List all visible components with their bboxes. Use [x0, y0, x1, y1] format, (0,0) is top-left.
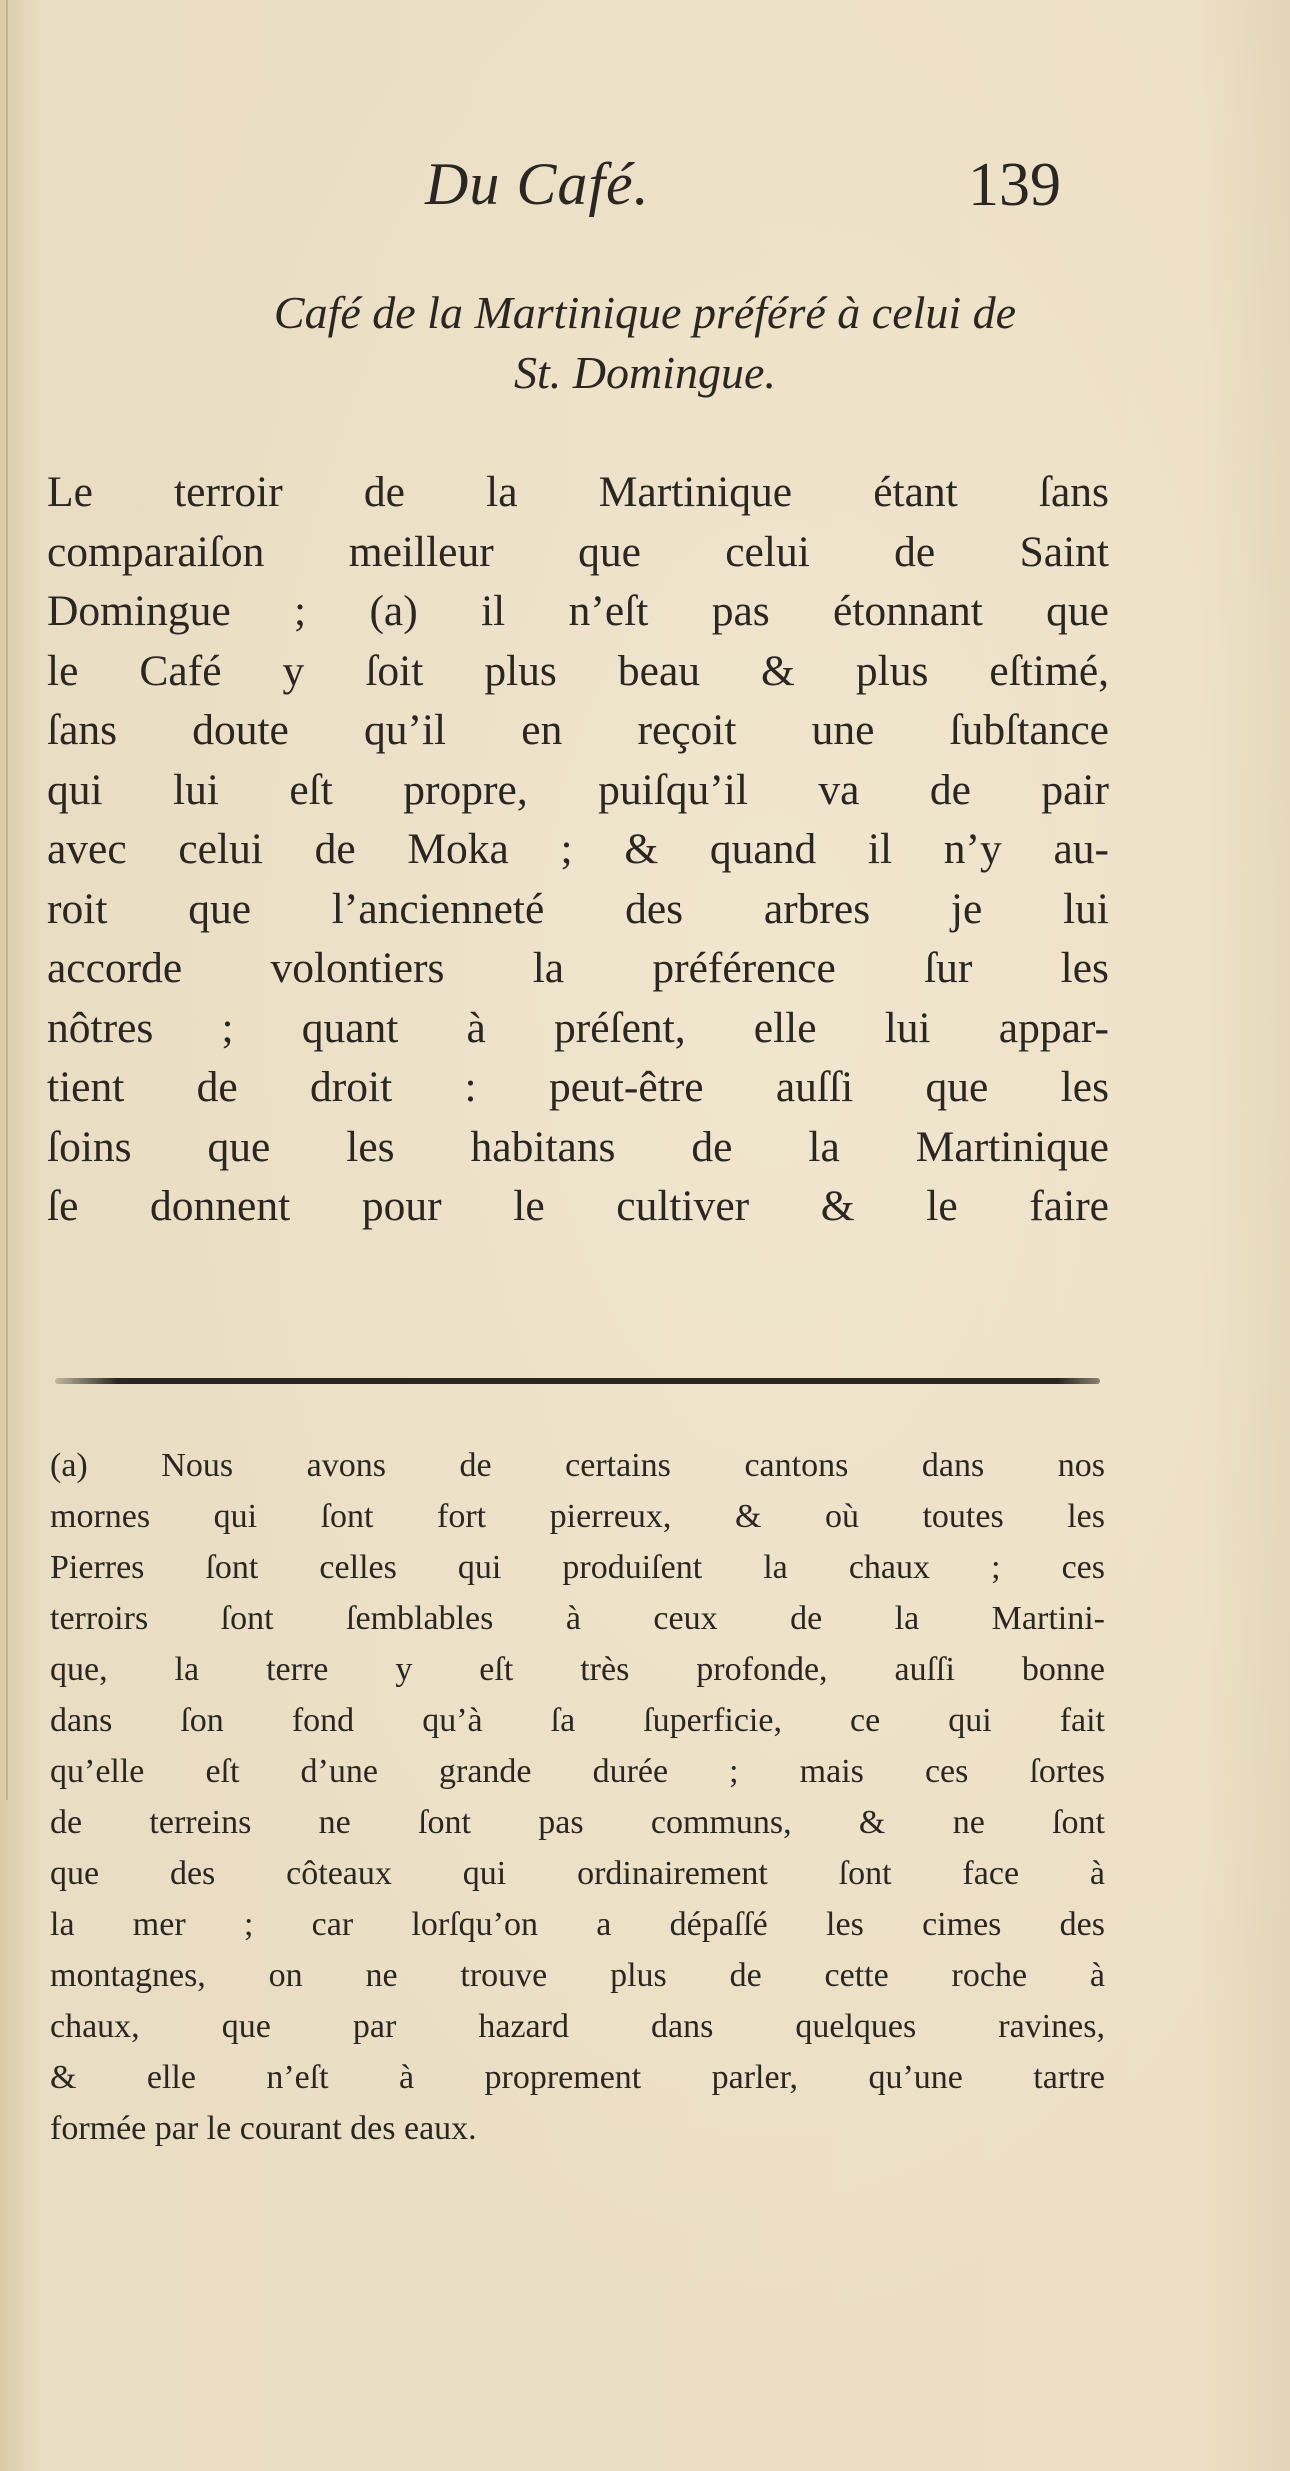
body-line: qui lui eſt propre, puiſqu’il va de pair	[47, 765, 1109, 814]
footnote-line: que, la terre y eſt très profonde, auſſi bonne	[50, 1651, 1105, 1688]
gutter-edge	[6, 0, 8, 1800]
body-line: le Café y ſoit plus beau & plus eſtimé,	[47, 646, 1109, 695]
footnote-line: chaux, que par hazard dans quelques ravines,	[50, 2008, 1105, 2045]
footnote-divider	[55, 1378, 1100, 1384]
body-line: ſans doute qu’il en reçoit une ſubſtance	[47, 706, 1109, 754]
section-heading-line: St. Domingue.	[514, 347, 776, 398]
footnote-line: la mer ; car lorſqu’on a dépaſſé les cimes des	[50, 1906, 1105, 1943]
footnote-line: Pierres ſont celles qui produiſent la chaux ; ces	[50, 1549, 1105, 1586]
footnote-line: qu’elle eſt d’une grande durée ; mais ces ſortes	[50, 1753, 1105, 1790]
body-line: Domingue ; (a) il n’eſt pas étonnant que	[47, 587, 1109, 635]
footnote	[50, 1440, 1105, 2154]
body-line: accorde volontiers la préférence ſur les	[47, 944, 1109, 992]
footnote-line: montagnes, on ne trouve plus de cette roche à	[50, 1957, 1105, 1994]
footnote-line: (a) Nous avons de certains cantons dans nos	[50, 1447, 1105, 1484]
body-paragraph	[47, 463, 1109, 1237]
footnote-line: de terreins ne ſont pas communs, & ne ſont	[50, 1804, 1105, 1841]
section-heading-line: Café de la Martinique préféré à celui de	[273, 287, 1017, 338]
footnote-line: terroirs ſont ſemblables à ceux de la Martini-	[50, 1600, 1105, 1637]
section-heading	[0, 283, 1290, 403]
footnote-line: formée par le courant des eaux.	[50, 2110, 477, 2147]
body-line: Le terroir de la Martinique étant ſans	[47, 468, 1109, 516]
body-line: comparaiſon meilleur que celui de Saint	[47, 527, 1109, 576]
body-line: ſe donnent pour le cultiver & le faire	[47, 1182, 1109, 1230]
page-number: 139	[968, 151, 1061, 219]
footnote-line: & elle n’eſt à proprement parler, qu’une tartre	[50, 2059, 1105, 2096]
body-line: nôtres ; quant à préſent, elle lui appar-	[47, 1003, 1109, 1052]
footnote-line: que des côteaux qui ordinairement ſont face à	[50, 1855, 1105, 1892]
body-line: ſoins que les habitans de la Martinique	[47, 1122, 1109, 1171]
body-line: tient de droit : peut-être auſſi que les	[47, 1063, 1109, 1111]
body-line: avec celui de Moka ; & quand il n’y au-	[47, 825, 1109, 873]
footnote-line: dans ſon fond qu’à ſa ſuperficie, ce qui fait	[50, 1702, 1105, 1739]
running-head: Du Café.	[425, 151, 650, 217]
body-line: roit que l’ancienneté des arbres je lui	[47, 884, 1109, 933]
footnote-line: mornes qui ſont fort pierreux, & où toutes les	[50, 1498, 1105, 1535]
